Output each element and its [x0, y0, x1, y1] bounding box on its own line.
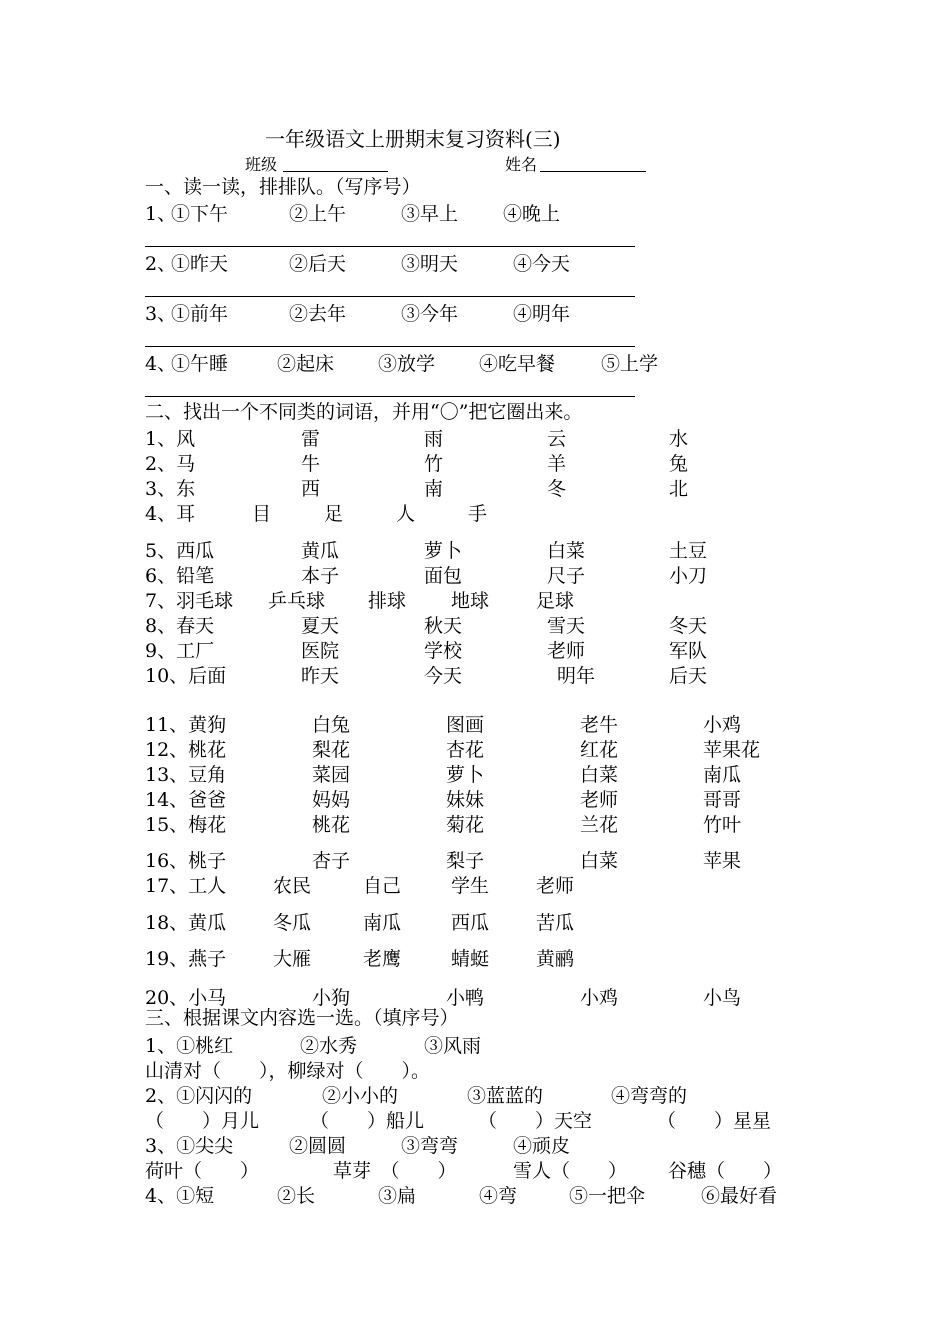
- word-option: 小鸡: [703, 714, 742, 736]
- q1-option: 1、①桃红: [145, 1035, 234, 1057]
- word-option: 尺子: [547, 565, 586, 587]
- sequence-option: ③今年: [401, 303, 459, 325]
- row-first-word: 15、梅花: [145, 814, 227, 836]
- sequence-option: ⑤上学: [601, 353, 659, 375]
- word-option: 西: [301, 478, 321, 500]
- word-option: 蜻蜓: [451, 948, 490, 970]
- word-option: 黄瓜: [301, 540, 340, 562]
- answer-line-3[interactable]: [145, 346, 635, 347]
- sequence-option: ③放学: [378, 353, 436, 375]
- row-first-word: 12、桃花: [145, 739, 227, 761]
- word-option: 后天: [669, 665, 708, 687]
- name-label: 姓名: [505, 155, 538, 174]
- word-option: 牛: [301, 453, 321, 475]
- item-number: 2、: [145, 253, 177, 275]
- word-option: 目: [252, 503, 272, 525]
- word-option: 北: [669, 478, 689, 500]
- word-option: 雷: [301, 428, 321, 450]
- q2-fill: （ ）船儿: [310, 1110, 425, 1132]
- word-option: 军队: [669, 640, 708, 662]
- q2-fill: （ ）星星: [657, 1110, 772, 1132]
- sequence-option: ②去年: [289, 303, 347, 325]
- word-option: 苹果花: [703, 739, 761, 761]
- section2-heading: 二、找出一个不同类的词语，并用“〇”把它圈出来。: [145, 401, 583, 423]
- word-option: 南瓜: [703, 764, 742, 786]
- word-option: 红花: [580, 739, 619, 761]
- answer-line-2[interactable]: [145, 296, 635, 297]
- q3-option: 3、①尖尖: [145, 1135, 234, 1157]
- word-option: 兔: [669, 453, 689, 475]
- sequence-option: ②起床: [277, 353, 335, 375]
- row-first-word: 2、马: [145, 453, 196, 475]
- sequence-option: ④吃早餐: [479, 353, 556, 375]
- row-first-word: 11、黄狗: [145, 714, 227, 736]
- sequence-option: ③早上: [401, 203, 459, 225]
- word-option: 农民: [273, 875, 312, 897]
- q3-option: ②圆圆: [289, 1135, 347, 1157]
- word-option: 菜园: [312, 764, 351, 786]
- row-first-word: 9、工厂: [145, 640, 215, 662]
- word-option: 足: [324, 503, 344, 525]
- item-number: 4、: [145, 353, 177, 375]
- word-option: 小狗: [312, 987, 351, 1009]
- word-option: 乒乓球: [268, 590, 326, 612]
- q4-option: ⑤一把伞: [569, 1185, 646, 1207]
- row-first-word: 1、风: [145, 428, 196, 450]
- q1-option: ③风雨: [424, 1035, 482, 1057]
- row-first-word: 7、羽毛球: [145, 590, 234, 612]
- section3-heading: 三、根据课文内容选一选。（填序号）: [145, 1007, 459, 1029]
- q3-option: ④顽皮: [513, 1135, 571, 1157]
- row-first-word: 16、桃子: [145, 850, 227, 872]
- word-option: 兰花: [580, 814, 619, 836]
- word-option: 老师: [547, 640, 586, 662]
- word-option: 大雁: [273, 948, 312, 970]
- q4-option: 4、①短: [145, 1185, 215, 1207]
- word-option: 面包: [424, 565, 463, 587]
- row-first-word: 14、爸爸: [145, 789, 227, 811]
- q2-fill: （ ）天空: [478, 1110, 593, 1132]
- word-option: 梨花: [312, 739, 351, 761]
- word-option: 明年: [557, 665, 596, 687]
- word-option: 妈妈: [312, 789, 351, 811]
- word-option: 土豆: [669, 540, 708, 562]
- q4-option: ④弯: [479, 1185, 518, 1207]
- row-first-word: 18、黄瓜: [145, 912, 227, 934]
- word-option: 苦瓜: [536, 912, 575, 934]
- row-first-word: 4、耳: [145, 503, 196, 525]
- word-option: 黄鹂: [536, 948, 575, 970]
- word-option: 秋天: [424, 615, 463, 637]
- word-option: 杏花: [446, 739, 485, 761]
- word-option: 白菜: [547, 540, 586, 562]
- word-option: 地球: [451, 590, 490, 612]
- word-option: 梨子: [446, 850, 485, 872]
- q2-option: ②小小的: [322, 1085, 399, 1107]
- row-first-word: 17、工人: [145, 875, 227, 897]
- word-option: 手: [468, 503, 488, 525]
- row-first-word: 5、西瓜: [145, 540, 215, 562]
- word-option: 菊花: [446, 814, 485, 836]
- word-option: 西瓜: [451, 912, 490, 934]
- word-option: 医院: [301, 640, 340, 662]
- word-option: 竹: [424, 453, 444, 475]
- word-option: 竹叶: [703, 814, 742, 836]
- word-option: 自己: [363, 875, 402, 897]
- word-option: 排球: [368, 590, 407, 612]
- word-option: 妹妹: [446, 789, 485, 811]
- sequence-option: ①昨天: [171, 253, 229, 275]
- q2-option: ④弯弯的: [611, 1085, 688, 1107]
- item-number: 1、: [145, 203, 177, 225]
- q1-option: ②水秀: [300, 1035, 358, 1057]
- answer-line-1[interactable]: [145, 246, 635, 247]
- sequence-option: ③明天: [401, 253, 459, 275]
- word-option: 人: [396, 503, 416, 525]
- sequence-option: ④明年: [513, 303, 571, 325]
- word-option: 云: [547, 428, 567, 450]
- word-option: 图画: [446, 714, 485, 736]
- row-first-word: 10、后面: [145, 665, 227, 687]
- sequence-option: ②上午: [289, 203, 347, 225]
- section1-heading: 一、读一读，排排队。（写序号）: [145, 176, 421, 198]
- word-option: 夏天: [301, 615, 340, 637]
- sequence-option: ①下午: [171, 203, 229, 225]
- word-option: 本子: [301, 565, 340, 587]
- word-option: 冬天: [669, 615, 708, 637]
- q3-fill: 谷穗（ ）: [668, 1160, 783, 1182]
- name-blank[interactable]: [540, 171, 646, 172]
- word-option: 萝卜: [424, 540, 463, 562]
- item-number: 3、: [145, 303, 177, 325]
- q4-option: ⑥最好看: [701, 1185, 778, 1207]
- row-first-word: 20、小马: [145, 987, 227, 1009]
- word-option: 昨天: [301, 665, 340, 687]
- word-option: 白菜: [580, 850, 619, 872]
- word-option: 杏子: [312, 850, 351, 872]
- word-option: 老牛: [580, 714, 619, 736]
- q3-fill: 雪人（ ）: [513, 1160, 628, 1182]
- q3-option: ③弯弯: [401, 1135, 459, 1157]
- word-option: 白兔: [312, 714, 351, 736]
- answer-line-4[interactable]: [145, 396, 635, 397]
- sequence-option: ①前年: [171, 303, 229, 325]
- word-option: 冬瓜: [273, 912, 312, 934]
- word-option: 小鸭: [446, 987, 485, 1009]
- q2-option: ③蓝蓝的: [467, 1085, 544, 1107]
- word-option: 学生: [451, 875, 490, 897]
- word-option: 桃花: [312, 814, 351, 836]
- sequence-option: ①午睡: [171, 353, 229, 375]
- word-option: 哥哥: [703, 789, 742, 811]
- word-option: 足球: [536, 590, 575, 612]
- word-option: 小鸟: [703, 987, 742, 1009]
- class-label: 班级: [245, 155, 278, 174]
- word-option: 小鸡: [580, 987, 619, 1009]
- q2-fill: （ ）月儿: [145, 1110, 260, 1132]
- page-title: 一年级语文上册期末复习资料(三): [265, 127, 561, 151]
- word-option: 水: [669, 428, 689, 450]
- word-option: 学校: [424, 640, 463, 662]
- word-option: 苹果: [703, 850, 742, 872]
- word-option: 南: [424, 478, 444, 500]
- q1-fill: 山清对（ ），柳绿对（ ）。: [145, 1060, 431, 1082]
- row-first-word: 3、东: [145, 478, 196, 500]
- word-option: 南瓜: [363, 912, 402, 934]
- q2-option: 2、①闪闪的: [145, 1085, 253, 1107]
- q3-fill: 草芽 （ ）: [333, 1160, 457, 1182]
- row-first-word: 8、春天: [145, 615, 215, 637]
- q4-option: ③扁: [378, 1185, 417, 1207]
- row-first-word: 19、燕子: [145, 948, 227, 970]
- word-option: 雪天: [547, 615, 586, 637]
- row-first-word: 13、豆角: [145, 764, 227, 786]
- q4-option: ②长: [277, 1185, 316, 1207]
- word-option: 冬: [547, 478, 567, 500]
- class-blank[interactable]: [283, 171, 388, 172]
- word-option: 老师: [536, 875, 575, 897]
- word-option: 羊: [547, 453, 567, 475]
- word-option: 老师: [580, 789, 619, 811]
- word-option: 今天: [424, 665, 463, 687]
- word-option: 白菜: [580, 764, 619, 786]
- sequence-option: ④晚上: [503, 203, 561, 225]
- word-option: 雨: [424, 428, 444, 450]
- word-option: 小刀: [669, 565, 708, 587]
- q3-fill: 荷叶（ ）: [145, 1160, 260, 1182]
- sequence-option: ④今天: [513, 253, 571, 275]
- word-option: 老鹰: [363, 948, 402, 970]
- sequence-option: ②后天: [289, 253, 347, 275]
- row-first-word: 6、铅笔: [145, 565, 215, 587]
- word-option: 萝卜: [446, 764, 485, 786]
